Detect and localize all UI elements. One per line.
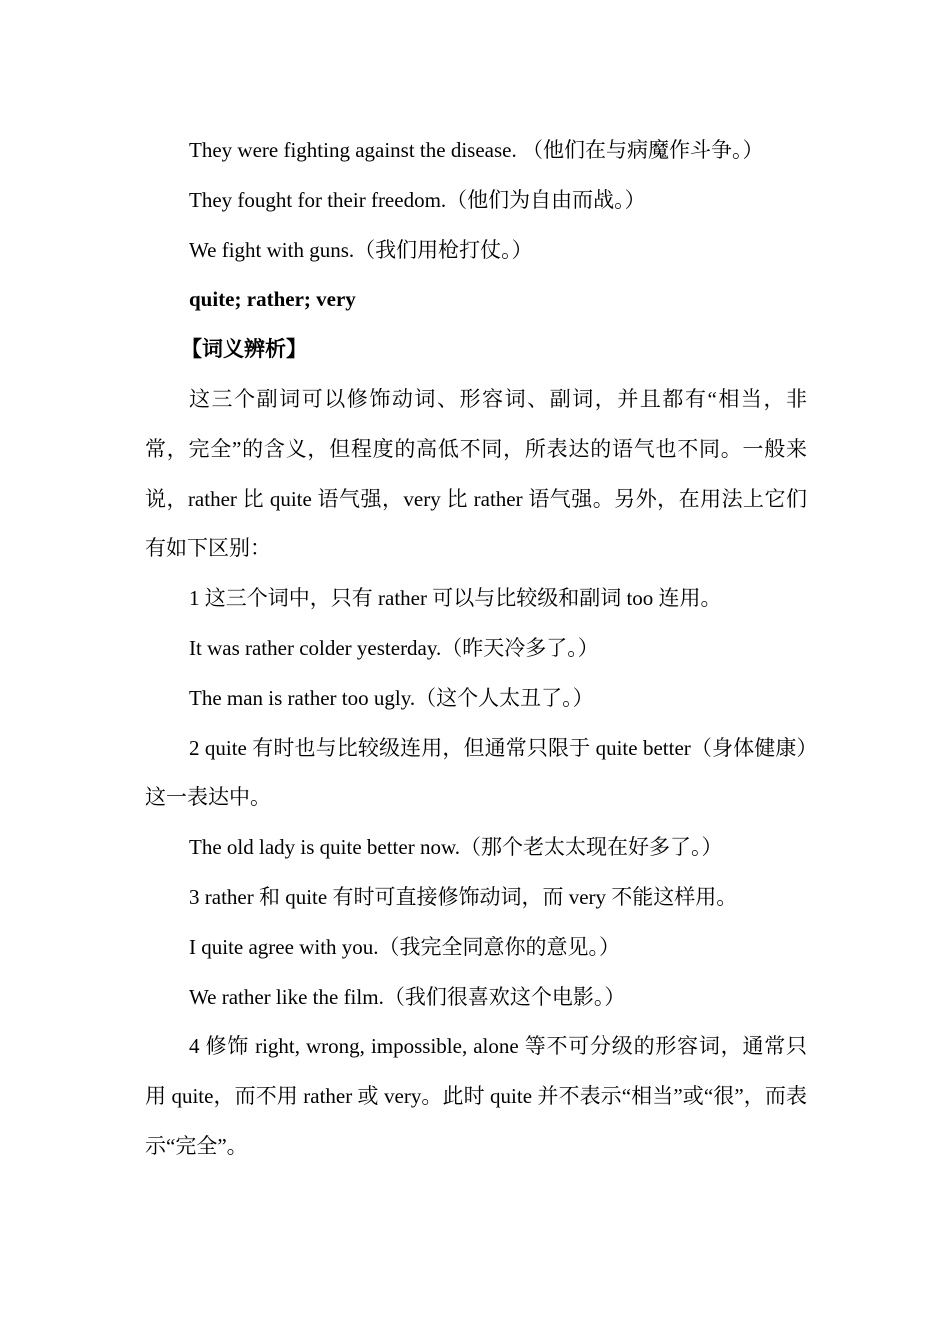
example-sentence-film: We rather like the film.（我们很喜欢这个电影。） <box>189 984 626 1009</box>
example-sentence-colder: It was rather colder yesterday.（昨天冷多了。） <box>189 635 599 660</box>
subheading-word-analysis-text: 【词义辨析】 <box>181 337 307 362</box>
subheading-word-analysis <box>145 325 807 375</box>
section-heading-quite-rather-very: quite; rather; very <box>189 287 356 312</box>
example-sentence-old-lady: The old lady is quite better now.（那个老太太现在好多了。） <box>189 835 723 860</box>
rule-3: 3 rather 和 quite 有时可直接修饰动词，而 very 不能这样用。 <box>189 884 738 909</box>
rule-1: 1 这三个词中，只有 rather 可以与比较级和副词 too 连用。 <box>189 586 722 611</box>
document-page <box>145 126 807 1172</box>
example-sentence-freedom: They fought for their freedom.（他们为自由而战。） <box>189 187 646 212</box>
example-sentence-disease: They were fighting against the disease. （他们在与病魔作斗争。） <box>189 138 764 162</box>
intro-paragraph: 这三个副词可以修饰动词、形容词、副词，并且都有“相当，非常，完全”的含义，但程度的高低不同，所表达的语气也不同。一般来说，rather 比 quite 语气强，very 比 rather 语气强。另外，在用法上它们有如下区别： <box>145 386 807 561</box>
rule-4: 4 修饰 right, wrong, impossible, alone 等不可分级的形容词，通常只用 quite，而不用 rather 或 very。此时 quite 并不表示“相当”或“很”，而表示“完全”。 <box>145 1034 807 1158</box>
example-sentence-ugly: The man is rather too ugly.（这个人太丑了。） <box>189 685 594 710</box>
example-sentence-guns: We fight with guns.（我们用枪打仗。） <box>189 237 533 262</box>
rule-2: 2 quite 有时也与比较级连用，但通常只限于 quite better（身体健康）这一表达中。 <box>145 735 807 810</box>
example-sentence-agree: I quite agree with you.（我完全同意你的意见。） <box>189 934 621 959</box>
